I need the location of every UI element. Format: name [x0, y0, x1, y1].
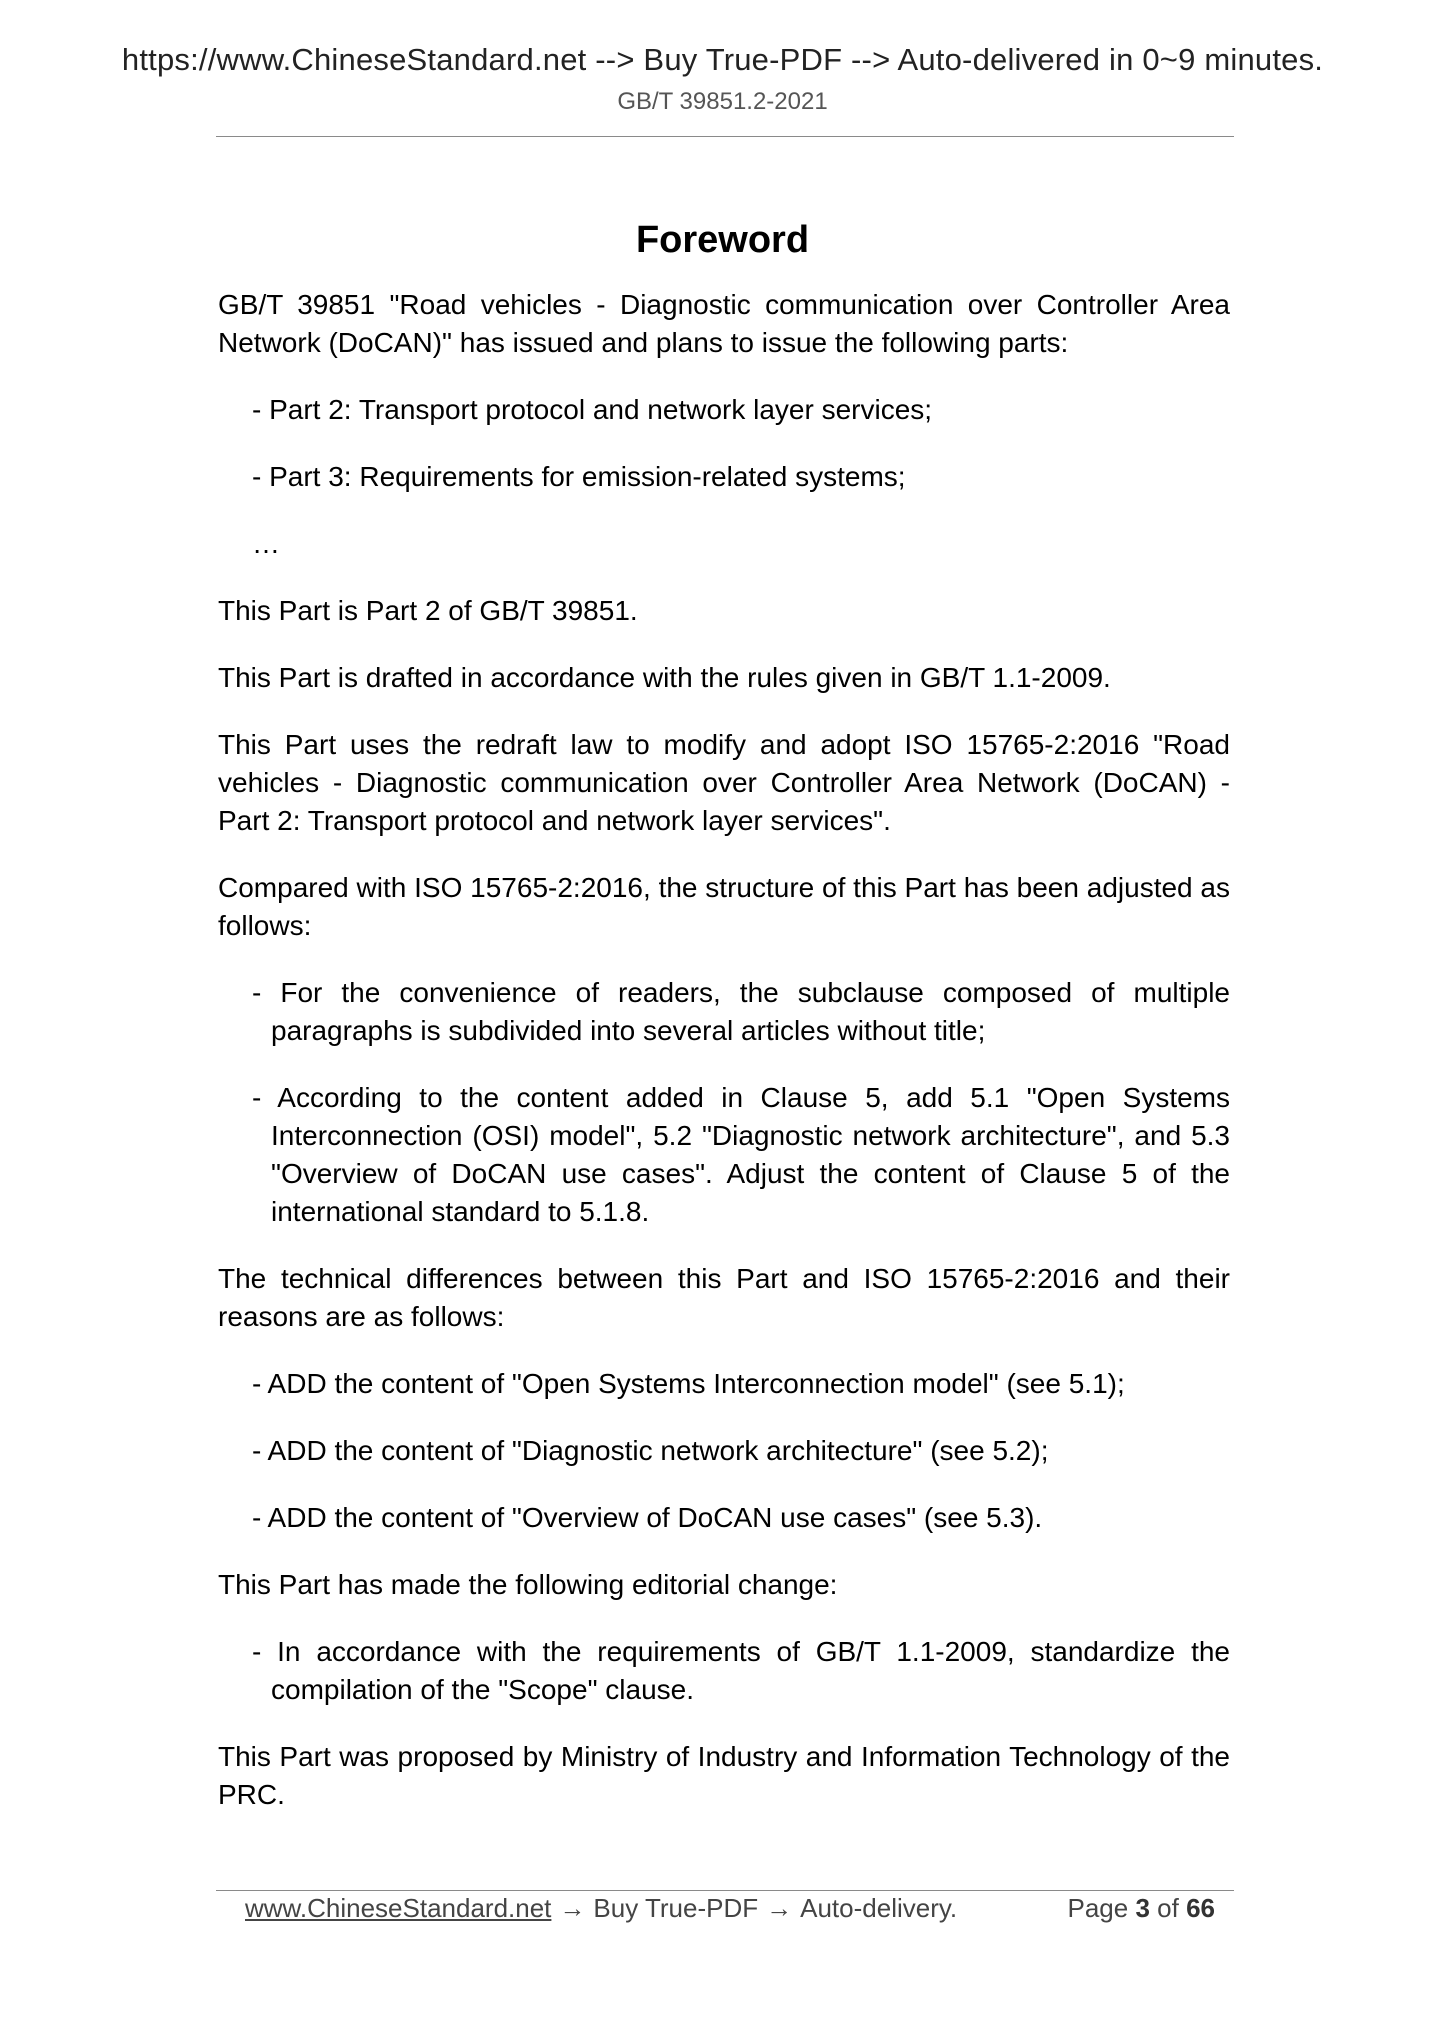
intro-paragraph: GB/T 39851 "Road vehicles - Diagnostic communication over Controller Area Network (DoCAN)" has issued and plans to issue the following parts: [218, 289, 1230, 358]
page-total: 66 [1186, 1893, 1215, 1923]
arrow-right-icon: → [559, 1893, 586, 1923]
page-indicator [1067, 1893, 1215, 1924]
footer-auto-text: Auto-delivery. [800, 1893, 958, 1923]
part-list-item: - Part 2: Transport protocol and network layer services; [252, 394, 933, 425]
top-banner[interactable]: https://www.ChineseStandard.net --> Buy True-PDF --> Auto-delivered in 0~9 minutes. [121, 42, 1324, 77]
foreword-content [218, 286, 1230, 1843]
page-title: Foreword [635, 219, 810, 262]
adoption-paragraph: This Part uses the redraft law to modify and adopt ISO 15765-2:2016 "Road vehicles - Diagnostic communication over Controller Area Network (DoCAN) - Part 2: Transport protocol and network layer services". [218, 729, 1230, 836]
page-current: 3 [1135, 1893, 1150, 1923]
page-word: Page [1067, 1893, 1129, 1923]
editorial-list-item: - In accordance with the requirements of GB/T 1.1-2009, standardize the compilation of the "Scope" clause. [252, 1636, 1230, 1705]
header-divider [216, 136, 1234, 137]
tech-diff-list-item: - ADD the content of "Open Systems Interconnection model" (see 5.1); [252, 1368, 1125, 1399]
footer-divider [216, 1890, 1234, 1891]
drafting-rules-paragraph: This Part is drafted in accordance with the rules given in GB/T 1.1-2009. [218, 662, 1111, 693]
structure-paragraph: Compared with ISO 15765-2:2016, the structure of this Part has been adjusted as follows: [218, 872, 1230, 941]
proposed-by-paragraph: This Part was proposed by Ministry of Industry and Information Technology of the PRC. [218, 1741, 1230, 1810]
part-list-item: - Part 3: Requirements for emission-related systems; [252, 461, 906, 492]
standard-code: GB/T 39851.2-2021 [617, 88, 828, 115]
tech-diff-list-item: - ADD the content of "Overview of DoCAN use cases" (see 5.3). [252, 1502, 1043, 1533]
footer-buy-text: Buy True-PDF [593, 1893, 759, 1923]
page-footer [245, 1893, 1215, 1924]
arrow-right-icon: → [766, 1893, 793, 1923]
tech-diff-list-item: - ADD the content of "Diagnostic network architecture" (see 5.2); [252, 1435, 1049, 1466]
structure-list-item: - According to the content added in Clause 5, add 5.1 "Open Systems Interconnection (OSI) model", 5.2 "Diagnostic network architecture", and 5.3 "Overview of DoCAN use cases". Adjust the content of Clause 5 of the international standard to 5.1.8. [252, 1082, 1230, 1227]
technical-differences-paragraph: The technical differences between this Part and ISO 15765-2:2016 and their reasons are as follows: [218, 1263, 1230, 1332]
footer-site-link[interactable]: www.ChineseStandard.net [245, 1893, 552, 1923]
editorial-change-paragraph: This Part has made the following editorial change: [218, 1569, 838, 1600]
part-number-paragraph: This Part is Part 2 of GB/T 39851. [218, 595, 638, 626]
ellipsis: … [252, 528, 280, 559]
of-word: of [1157, 1893, 1179, 1923]
structure-list-item: - For the convenience of readers, the subclause composed of multiple paragraphs is subdivided into several articles without title; [252, 977, 1230, 1046]
